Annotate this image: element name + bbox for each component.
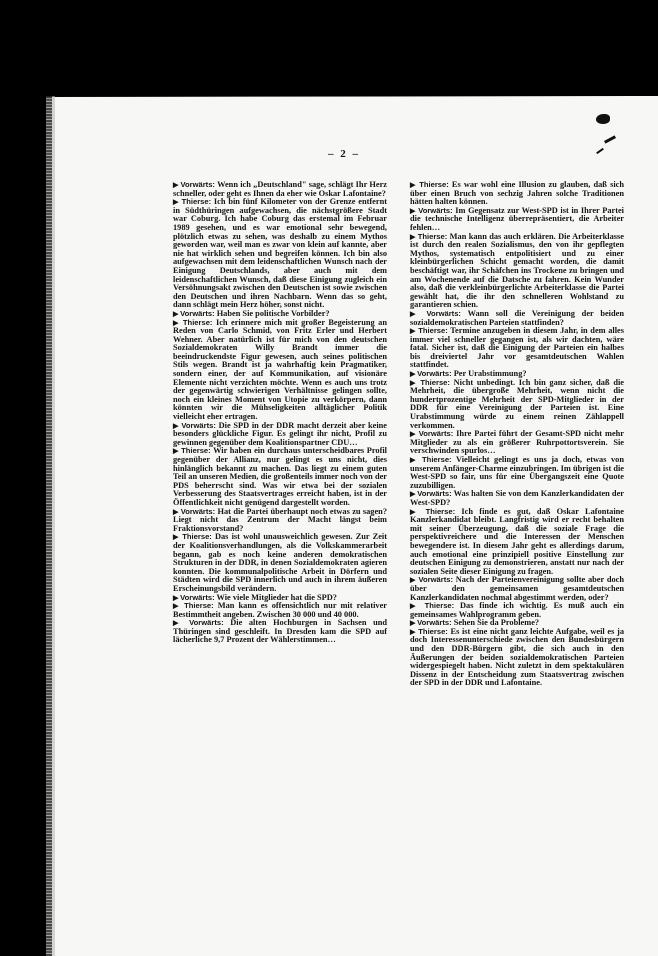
- triangle-bullet-icon: ▶: [173, 533, 183, 542]
- interview-paragraph: [173, 198, 387, 310]
- triangle-bullet-icon: ▶: [410, 602, 425, 611]
- triangle-bullet-icon: ▶: [410, 327, 419, 336]
- paragraph-text: Ich finde es gut, daß Oskar Lafontaine Kanzlerkandidat bleibt. Langfristig wird er recht behalten mit seiner Überzeugung, daß die soziale Frage die perspektivreichere und die Interessen der Menschen bewegendere ist. In diesem Jahr geht es allerdings darum, auch emotional eine prinzipiell positive Einstellung zur deutschen Einigung zu demonstrieren, anstatt nur nach der sozialen Seite dieser Einigung zu fragen.: [410, 506, 624, 576]
- interview-paragraph: [410, 181, 624, 207]
- interview-paragraph: [410, 430, 624, 456]
- speaker-label: Vorwärts:: [181, 420, 216, 430]
- paragraph-text: Es war wohl eine Illusion zu glauben, daß sich über einen Bruch von sechzig Jahren solche Traditionen hätten halten können.: [410, 180, 624, 207]
- speaker-label: Vorwärts:: [418, 575, 453, 585]
- interview-paragraph: [410, 233, 624, 310]
- triangle-bullet-icon: ▶: [173, 198, 182, 207]
- paragraph-text: Die alten Hochburgen in Sachsen und Thüringen sind geschleift. In Dresden kam die SPD auf lächerliche 9,7 Prozent der Wählerstimmen…: [173, 618, 387, 645]
- speaker-label: Vorwärts:: [189, 618, 224, 628]
- speaker-label: Thierse:: [182, 317, 213, 327]
- triangle-bullet-icon: ▶: [410, 627, 419, 636]
- paragraph-text: Ich erinnere mich mit großer Begeisterung an Reden von Carlo Schmid, von Fritz Erler und Herbert Wehner. Aber natürlich ist für mich von den deutschen Sozialdemokraten Willy Brandt immer die beeindruckendste Figur gewesen, auch seines politischen Stils wegen. Brandt ist ja wahrhaftig kein Pragmatiker, sondern einer, der auf Kommunikation, auf visionäre Elemente nicht verzichten möchte. Wenn es auch uns trotz der gegenwärtig schwierigen Verhältnisse gelingen sollte, noch ein kleines Moment von Utopie zu verkörpern, dann könnten wir die Mühseligkeiten alltäglicher Politik vielleicht eher ertragen.: [173, 317, 387, 422]
- page-number: – 2 –: [328, 148, 360, 160]
- interview-paragraph: [173, 422, 387, 448]
- triangle-bullet-icon: ▶: [410, 309, 427, 318]
- triangle-bullet-icon: ▶: [173, 447, 182, 456]
- interview-paragraph: [410, 602, 624, 619]
- interview-paragraph: [410, 379, 624, 431]
- paragraph-text: Wann soll die Vereinigung der beiden sozialdemokratischen Parteien stattfinden?: [410, 308, 624, 327]
- speaker-label: Thierse:: [422, 455, 452, 464]
- triangle-bullet-icon: ▶: [410, 456, 423, 464]
- triangle-bullet-icon: ▶: [410, 232, 418, 241]
- speaker-label: Thierse:: [425, 506, 456, 516]
- interview-paragraph: [410, 327, 624, 370]
- interview-paragraph: [173, 447, 387, 507]
- paragraph-text: Es ist eine nicht ganz leichte Aufgabe, weil es ja doch Interessenunterschiede zwischen den Bundesbürgern und den DDR-Bürgern gibt, die sich auch in den Äußerungen der beiden sozialdemokratischen Parteien widergespiegelt haben. Nicht zuletzt in dem spektakulären Dissenz in der Entscheidung zum Staatsvertrag zwischen der SPD in der DDR und Lafontaine.: [410, 626, 624, 688]
- speaker-label: Thierse:: [418, 326, 448, 336]
- interview-paragraph: [410, 207, 624, 233]
- interview-paragraph: [410, 310, 624, 327]
- paragraph-text: Ich bin fünf Kilometer von der Grenze entfernt in Südthüringen aufgewachsen, die nächstgrößere Stadt war Coburg. Ich habe Coburg das erstemal im Februar 1989 gesehen, und es war emotional sehr bewegend, plötzlich etwas zu sehen, was deshalb zu einem Mythos geworden war, weil man es zwar von klein auf kannte, aber nie hat wirklich sehen und begreifen können. Ich bin also aufgewachsen mit dem leidenschaftlichen Wunsch nach der Einigung Deutschlands, aber auch mit dem leidenschaftlichen Wunsch, daß diese Einigung zugleich ein Versöhnungsakt zwischen den Deutschen ist sowie zwischen den Deutschen und ihren Nachbarn. Wenn das so geht, dann schlägt mein Herz höher, sonst nicht.: [173, 197, 387, 310]
- triangle-bullet-icon: ▶: [173, 421, 182, 430]
- paragraph-text: Sehen Sie da Probleme?: [451, 618, 540, 628]
- interview-paragraph: [410, 576, 624, 602]
- speaker-label: Thierse:: [181, 446, 211, 456]
- interview-paragraph: [410, 628, 624, 688]
- paragraph-text: Was halten Sie von dem Kanzlerkandidaten der West-SPD?: [410, 489, 624, 507]
- paragraph-text: Man kann es offensichtlich nur mit relativer Bestimmtheit angeben. Zwischen 30 000 und 40 000.: [173, 601, 387, 619]
- interview-paragraph: [410, 508, 624, 577]
- paragraph-text: Hat die Partei überhaupt noch etwas zu sagen? Liegt nicht das Zentrum der Macht längst beim Fraktionsvorstand?: [173, 506, 387, 533]
- speaker-label: Vorwärts:: [180, 180, 215, 189]
- text-column-left: [173, 181, 387, 645]
- interview-paragraph: [173, 602, 387, 619]
- interview-paragraph: [173, 181, 387, 198]
- paragraph-text: Nach der Parteienvereinigung sollte aber doch über den gemeinsamen gesamtdeutschen Kanzlerkandidaten nochmal abgestimmt werden, oder?: [410, 575, 624, 602]
- speaker-label: Vorwärts:: [418, 429, 454, 439]
- interview-paragraph: [173, 508, 387, 534]
- speaker-label: Thierse:: [424, 601, 455, 611]
- interview-paragraph: [410, 456, 624, 490]
- paragraph-text: Vielleicht gelingt es uns ja doch, etwas von unserem Anfänger-Charme einzubringen. Im übrigen ist die West-SPD so fair, uns für eine Übergangszeit eine Quote zuzubilligen.: [410, 455, 624, 490]
- triangle-bullet-icon: ▶: [410, 206, 419, 215]
- speaker-label: Vorwärts:: [180, 308, 215, 318]
- triangle-bullet-icon: ▶: [410, 490, 418, 499]
- paragraph-text: Nicht unbedingt. Ich bin ganz sicher, daß die Mehrheit, die übergroße Mehrheit, wenn nicht die hundertprozentige Mehrheit der SPD-Mitglieder in der DDR für eine Vereinigung der Parteien ist. Eine Urabstimmung würde zu einem reinen Zählappell verkommen.: [410, 377, 624, 430]
- triangle-bullet-icon: ▶: [173, 181, 181, 189]
- speaker-label: Vorwärts:: [426, 308, 461, 318]
- paragraph-text: Man kann das auch erklären. Die Arbeiterklasse ist durch den realen Sozialismus, den von ihr gepflegten Mythos, systematisch entpolitisiert und zu einer kleinbürgerlichen Schicht gemacht worden, die damit beschäftigt war, ihr Schäfchen ins Trockene zu bringen und am Wochenende auf die Datsche zu fahren. Kein Wunder also, daß die verkleinbürgerlichte Arbeiterklasse die Partei gewählt hat, die ihr den schnelleren Wohlstand zu garantieren schien.: [410, 231, 624, 310]
- speaker-label: Vorwärts:: [417, 369, 452, 379]
- speaker-label: Thierse:: [184, 601, 214, 611]
- speaker-label: Vorwärts:: [418, 205, 453, 215]
- triangle-bullet-icon: ▶: [173, 309, 181, 318]
- paragraph-text: Haben Sie politische Vorbilder?: [214, 308, 330, 318]
- speaker-label: Thierse:: [419, 180, 449, 189]
- paragraph-text: Die SPD in der DDR macht derzeit aber keine besonders glückliche Figur. Es gelingt ihr nicht, Profil zu gewinnen gegenüber dem Koalitionspartner CDU…: [173, 420, 387, 447]
- paragraph-text: Wenn ich „Deutschland" sage, schlägt Ihr Herz schneller, oder geht es Ihnen da eher wie Oskar Lafontaine?: [173, 180, 387, 198]
- paragraph-text: Ihre Partei führt der Gesamt-SPD nicht mehr Mitglieder zu als ein größerer Ruhrpottortsverein. Sie verschwinden spurlos…: [410, 429, 624, 456]
- triangle-bullet-icon: ▶: [410, 507, 426, 516]
- speaker-label: Thierse:: [181, 197, 212, 207]
- paragraph-text: Das finde ich wichtig. Es muß auch ein gemeinsames Wahlprogramm geben.: [410, 601, 624, 619]
- triangle-bullet-icon: ▶: [173, 507, 181, 516]
- scan-mark-top-right: [596, 114, 610, 124]
- triangle-bullet-icon: ▶: [173, 318, 183, 327]
- speaker-label: Thierse:: [182, 532, 212, 542]
- interview-paragraph: [173, 619, 387, 645]
- interview-paragraph: [173, 533, 387, 593]
- text-column-right: [410, 181, 624, 688]
- triangle-bullet-icon: ▶: [410, 619, 418, 628]
- speaker-label: Thierse:: [417, 231, 448, 241]
- triangle-bullet-icon: ▶: [410, 576, 419, 585]
- triangle-bullet-icon: ▶: [410, 370, 418, 379]
- triangle-bullet-icon: ▶: [173, 602, 185, 611]
- triangle-bullet-icon: ▶: [173, 619, 190, 628]
- speaker-label: Vorwärts:: [180, 506, 216, 516]
- triangle-bullet-icon: ▶: [410, 181, 420, 189]
- speaker-label: Thierse:: [420, 377, 450, 387]
- paragraph-text: Das ist wohl unausweichlich gewesen. Zur Zeit der Koalitionsverhandlungen, als die Volkskammerarbeit begann, gab es noch keine anderen demokratischen Strukturen in der DDR, in denen Sozialdemokraten agieren konnten. Die kommunalpolitische Arbeit in Dörfern und Städten wird die SPD innerlich und auch in ihrem äußeren Erscheinungsbild verändern.: [173, 532, 387, 593]
- paragraph-text: Wie viele Mitglieder hat die SPD?: [214, 592, 337, 602]
- speaker-label: Vorwärts:: [180, 592, 215, 602]
- interview-paragraph: [173, 319, 387, 422]
- triangle-bullet-icon: ▶: [173, 593, 181, 602]
- triangle-bullet-icon: ▶: [410, 430, 419, 439]
- scan-edge-shade: [52, 96, 55, 956]
- triangle-bullet-icon: ▶: [410, 378, 421, 387]
- paragraph-text: Termine anzugeben in diesem Jahr, in dem alles immer viel schneller gegangen ist, als wir dachten, wäre fatal. Sicher ist, daß die Einigung der Parteien ein halbes bis dreiviertel Jahr vor gesamtdeutschen Wahlen stattfindet.: [410, 326, 624, 370]
- paragraph-text: Wir haben ein durchaus unterscheidbares Profil gegenüber der Allianz, nur gelingt es uns nicht, dies hinlänglich bekannt zu machen. Das liegt zu einem guten Teil an unseren Medien, die großenteils immer noch von der PDS beherrscht sind. Was wir etwa bei der sozialen Verbesserung des Staatsvertrages erreicht haben, ist in der Öffentlichkeit nicht genügend dargestellt worden.: [173, 446, 387, 507]
- speaker-label: Vorwärts:: [417, 618, 452, 628]
- speaker-label: Thierse:: [418, 626, 448, 636]
- paragraph-text: Im Gegensatz zur West-SPD ist in Ihrer Partei die technische Intelligenz überrepräsentiert, die Arbeiter fehlen…: [410, 205, 624, 232]
- interview-paragraph: [410, 490, 624, 507]
- paragraph-text: Per Urabstimmung?: [451, 369, 527, 379]
- speaker-label: Vorwärts:: [417, 489, 452, 499]
